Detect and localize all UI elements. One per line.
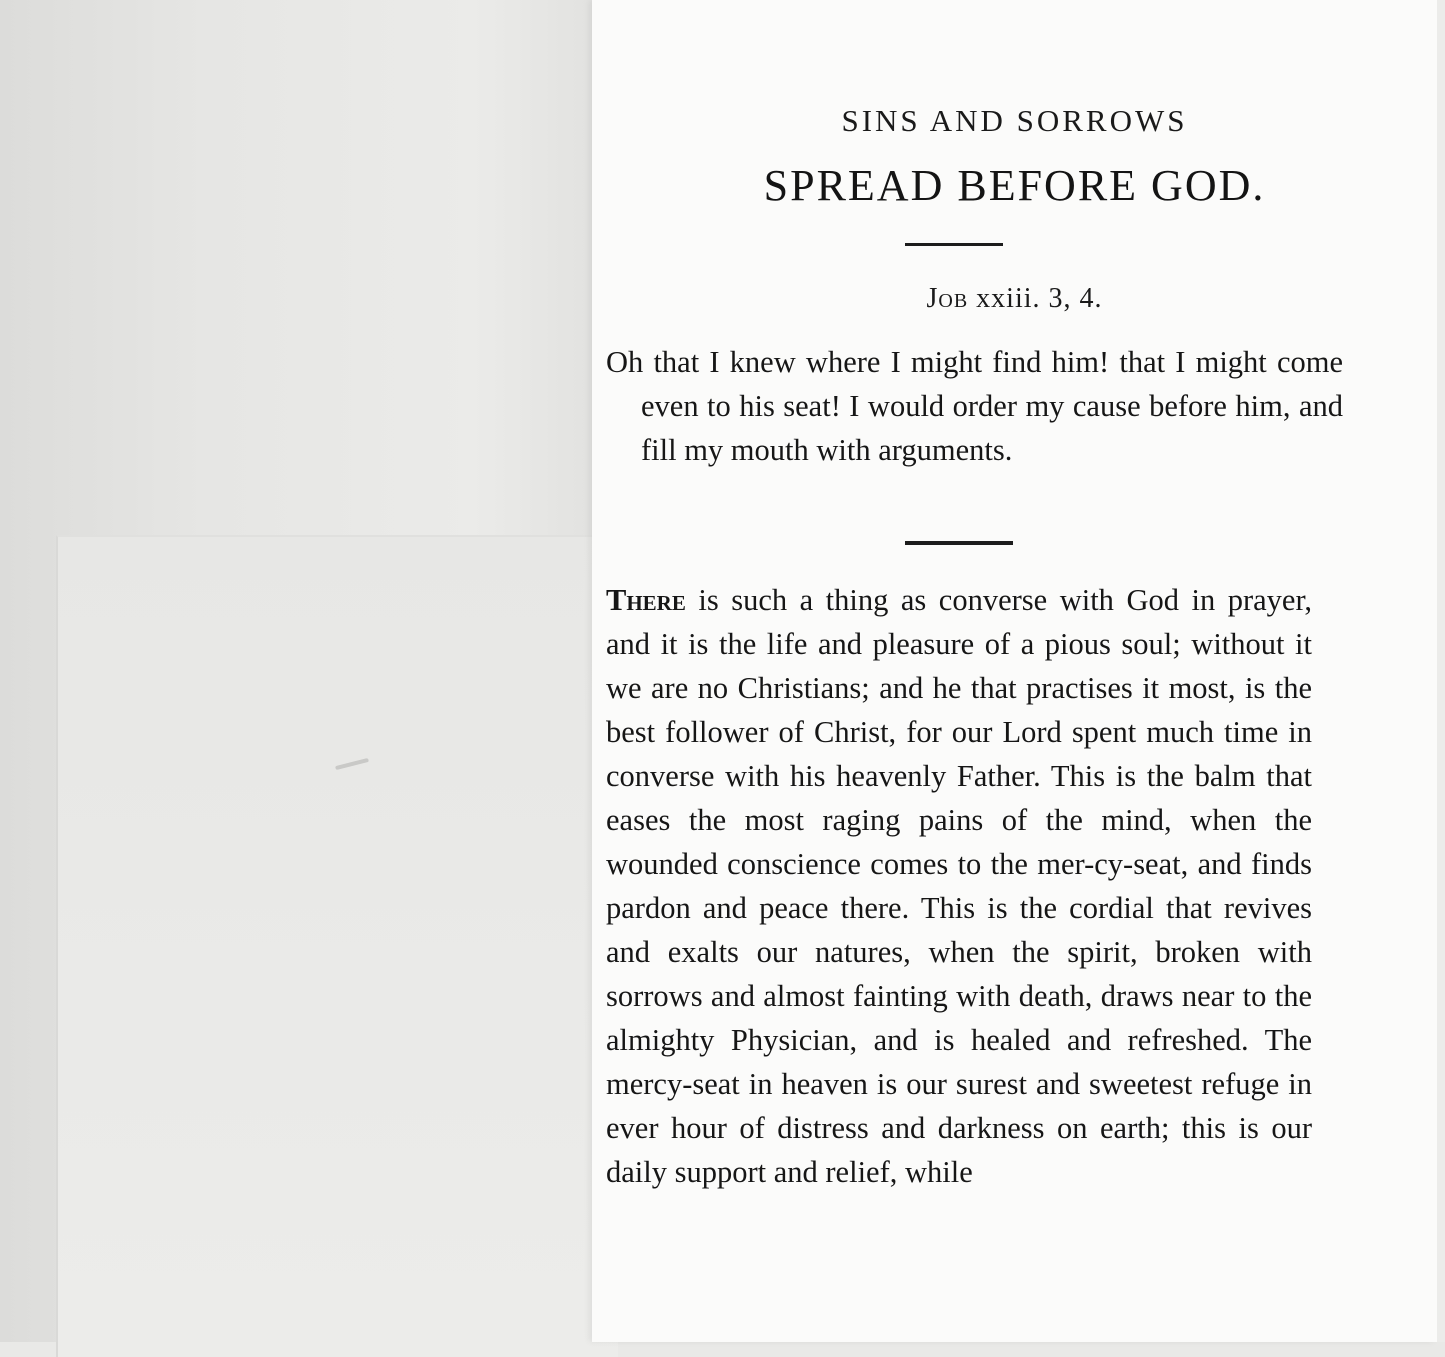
section-divider bbox=[905, 541, 1013, 545]
title-divider bbox=[905, 243, 1003, 246]
facing-page bbox=[0, 0, 592, 1342]
reference-chapter-verse: xxiii. 3, 4. bbox=[968, 283, 1103, 314]
page-edge bbox=[1437, 0, 1445, 1342]
page-title-line-1: SINS AND SORROWS bbox=[841, 103, 1188, 138]
scripture-verse: Oh that I knew where I might find him! that I might come even to his seat! I would order my cause before him, and fill my mouth with arguments. bbox=[606, 345, 1343, 467]
scripture-reference bbox=[592, 283, 1437, 315]
reference-book: Job bbox=[926, 283, 969, 314]
body-paragraph bbox=[606, 578, 1312, 1194]
lead-word: There bbox=[606, 583, 686, 617]
body-paragraph-text: is such a thing as converse with God in prayer, and it is the life and pleasure of a pious soul; without it we are no Christians; and he that practises it most, is the best follower of Christ, for our Lord spent much time in converse with his heavenly Father. This is the balm that eases the most raging pains of the mind, when the wounded conscience comes to the mer-cy-seat, and finds pardon and peace there. This is the cordial that revives and exalts our natures, when the spirit, broken with sorrows and almost fainting with death, draws near to the almighty Physician, and is healed and refreshed. The mercy-seat in heaven is our surest and sweetest refuge in ever hour of distress and darkness on earth; this is our daily support and relief, while bbox=[606, 583, 1312, 1189]
book-page bbox=[592, 0, 1437, 1342]
page-title-line-2: SPREAD BEFORE GOD. bbox=[763, 161, 1266, 210]
faded-plate-impression bbox=[56, 535, 618, 1357]
